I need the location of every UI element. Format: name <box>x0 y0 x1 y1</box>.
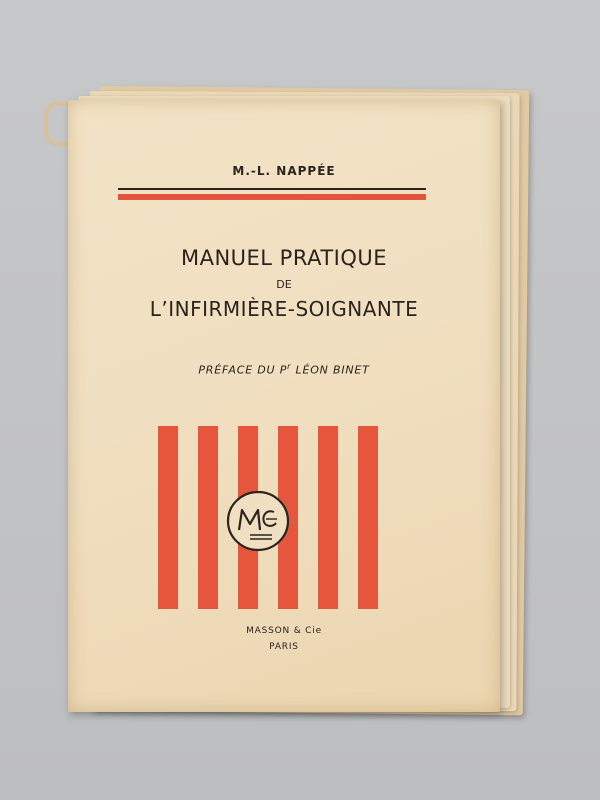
divider-rule-red <box>118 194 426 200</box>
divider-rule <box>118 188 426 190</box>
preface-prefix: PRÉFACE DU P <box>198 363 288 377</box>
publisher-city: PARIS <box>269 642 299 652</box>
book-title-line2: L’INFIRMIÈRE-SOIGNANTE <box>149 297 419 321</box>
author-name: M.-L. NAPPÉE <box>232 164 336 178</box>
preface-credit <box>68 362 500 377</box>
decorative-stripe <box>318 426 338 609</box>
publisher-name: MASSON & Cie <box>246 626 322 636</box>
book-title-connector: DE <box>276 278 292 291</box>
book-title-line1: MANUEL PRATIQUE <box>180 246 388 270</box>
publisher-logo-icon <box>226 490 290 552</box>
decorative-stripe <box>198 426 218 609</box>
preface-name: LÉON BINET <box>291 363 370 377</box>
decorative-stripe <box>358 426 378 609</box>
decorative-stripe <box>158 426 178 609</box>
book-cover <box>68 100 500 712</box>
preface-superscript: r <box>287 362 292 371</box>
